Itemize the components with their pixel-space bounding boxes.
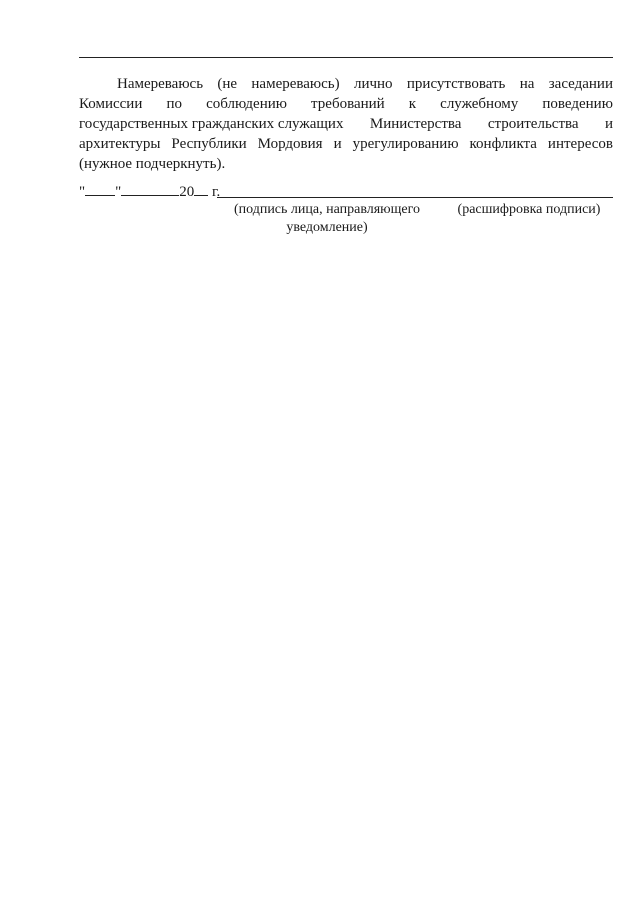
day-blank <box>85 181 115 196</box>
year-prefix: 20 <box>179 184 195 200</box>
signature-line <box>217 197 431 198</box>
word: интересов <box>547 136 613 152</box>
date-field <box>79 181 220 202</box>
paragraph-line-1 <box>79 74 613 94</box>
word: служебному <box>440 96 519 112</box>
word: Мордовия <box>257 136 323 152</box>
word: архитектуры <box>79 136 161 152</box>
word: присутствовать <box>406 76 506 92</box>
word: заседании <box>548 76 613 92</box>
word: намереваюсь) <box>251 76 340 92</box>
word: урегулированию <box>352 136 459 152</box>
signature-caption: (подпись лица, направляющего уведомление) <box>233 202 421 235</box>
open-quote: " <box>79 184 86 200</box>
paragraph-line-4 <box>79 134 613 154</box>
top-horizontal-rule <box>79 57 613 58</box>
word: (не <box>217 76 238 92</box>
word: и <box>604 116 613 132</box>
year-blank <box>194 181 208 196</box>
word: поведению <box>542 96 613 112</box>
word: Комиссии <box>79 96 143 112</box>
signature-decoding-line <box>407 197 613 198</box>
paragraph-line-3 <box>79 114 613 134</box>
intent-paragraph <box>79 74 613 174</box>
paragraph-line-5 <box>79 154 613 174</box>
word: Министерства <box>369 116 462 132</box>
word: и <box>333 136 342 152</box>
word: (нужное подчеркнуть). <box>79 156 226 172</box>
word: Намереваюсь <box>117 76 204 92</box>
word: по <box>166 96 182 112</box>
paragraph-line-2 <box>79 94 613 114</box>
date-signature-row <box>79 181 613 203</box>
word: Республики <box>171 136 247 152</box>
word: требований <box>311 96 385 112</box>
month-blank <box>121 181 179 196</box>
word: к <box>408 96 417 112</box>
decoding-caption: (расшифровка подписи) <box>457 202 601 217</box>
word: лично <box>353 76 393 92</box>
year-suffix: г. <box>212 184 221 200</box>
word: соблюдению <box>206 96 287 112</box>
close-quote: " <box>115 184 122 200</box>
word: строительства <box>487 116 579 132</box>
word: на <box>519 76 535 92</box>
word: конфликта <box>469 136 537 152</box>
word: государственных гражданских служащих <box>79 116 344 132</box>
